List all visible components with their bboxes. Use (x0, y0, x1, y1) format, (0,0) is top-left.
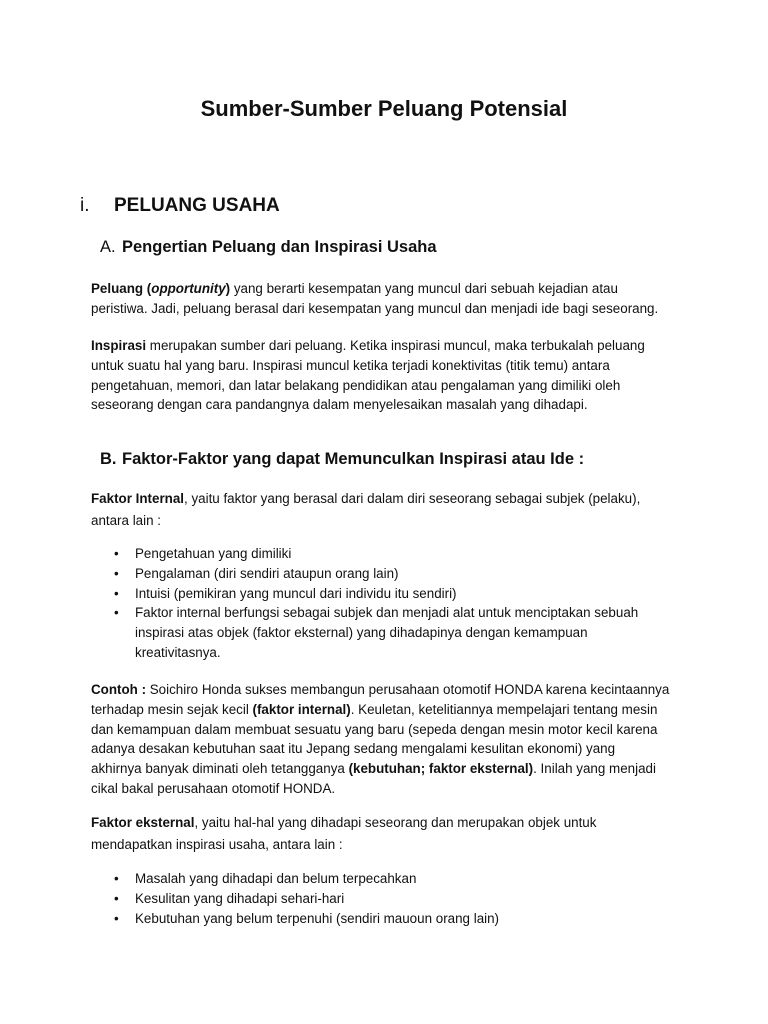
bullet-icon: • (114, 565, 119, 581)
subheading-a-title: Pengertian Peluang dan Inspirasi Usaha (122, 238, 437, 256)
term-contoh: Contoh : (91, 682, 147, 697)
term-opportunity: opportunity (151, 281, 226, 296)
term-faktor-internal-note: (faktor internal) (252, 701, 351, 717)
list-item-text: Kesulitan yang dihadapi sehari-hari (135, 890, 345, 906)
paragraph-text: , yaitu hal-hal yang dihadapi seseorang dan merupakan objek untuk (194, 815, 597, 830)
internal-factors-list (0, 544, 638, 663)
term-faktor-eksternal: Faktor eksternal (91, 815, 195, 830)
subheading-b (100, 450, 584, 469)
list-item (0, 564, 638, 584)
term-faktor-internal: Faktor Internal (91, 491, 185, 506)
bullet-icon: • (114, 605, 119, 621)
list-item (0, 909, 499, 929)
paragraph-text: yang berarti kesempatan yang muncul dari sebuah kejadian atau (230, 281, 618, 296)
bullet-icon: • (114, 585, 119, 601)
paragraph-peluang (91, 279, 691, 319)
paragraph-inspirasi (91, 336, 691, 415)
section-number: i. (80, 195, 90, 216)
bullet-icon: • (114, 871, 119, 886)
paragraph-text: , yaitu faktor yang berasal dari dalam diri seseorang sebagai subjek (pelaku), (184, 491, 641, 506)
paragraph-text: pengetahuan, memori, dan latar belakang pendidikan atau pengalaman yang dimiliki oleh (91, 377, 621, 393)
paragraph-text: dan kemampuan dalam membuat sesuatu yang baru (sepeda dengan mesin motor kecil karena (91, 721, 658, 737)
list-item (0, 603, 638, 662)
list-item-text: Pengetahuan yang dimiliki (135, 546, 292, 561)
list-item-text: inspirasi atas objek (faktor eksternal) yang dihadapinya dengan kemampuan (135, 625, 588, 641)
section-title: PELUANG USAHA (114, 195, 280, 216)
list-item-text: Masalah yang dihadapi dan belum terpecahkan (135, 871, 417, 886)
section-heading (80, 195, 280, 217)
paragraph-faktor-eksternal (91, 812, 691, 856)
term-inspirasi: Inspirasi (91, 338, 147, 353)
paragraph-text: seseorang dengan cara pandangnya dalam menyelesaikan masalah yang dihadapi. (91, 397, 588, 413)
paragraph-text: merupakan sumber dari peluang. Ketika inspirasi muncul, maka terbukalah peluang (146, 338, 645, 353)
paragraph-text: adanya desakan kebutuhan saat itu Jepang sedang mengalami kesulitan ekonomi) yang (91, 741, 616, 757)
list-item (0, 889, 499, 909)
list-item-text: Faktor internal berfungsi sebagai subjek dan menjadi alat untuk menciptakan sebuah (135, 605, 639, 621)
term-close-paren: ) (225, 281, 231, 296)
paragraph-contoh (91, 680, 691, 799)
list-item (0, 869, 499, 889)
list-item-text: Pengalaman (diri sendiri ataupun orang lain) (135, 565, 399, 581)
page-title: Sumber-Sumber Peluang Potensial (200, 96, 568, 121)
bullet-icon: • (114, 910, 119, 926)
list-item-text: kreativitasnya. (135, 644, 221, 660)
paragraph-text: cikal bakal perusahaan otomotif HONDA. (91, 780, 336, 796)
term-kebutuhan-note: (kebutuhan; faktor eksternal) (348, 761, 534, 777)
paragraph-text: terhadap mesin sejak kecil (91, 701, 253, 717)
paragraph-text: untuk suatu hal yang baru. Inspirasi muncul ketika terjadi konektivitas (titik temu) antara (91, 357, 610, 373)
list-item (0, 544, 638, 564)
term-peluang: Peluang ( (91, 281, 152, 296)
list-item (0, 584, 638, 604)
subheading-b-letter: B. (100, 450, 117, 468)
paragraph-text: akhirnya banyak diminati oleh tetangganya (91, 761, 349, 777)
paragraph-text: mendapatkan inspirasi usaha, antara lain : (91, 837, 343, 852)
subheading-b-title: Faktor-Faktor yang dapat Memunculkan Inspirasi atau Ide : (122, 450, 585, 468)
subheading-a-letter: A. (100, 238, 116, 256)
paragraph-text: antara lain : (91, 513, 161, 528)
subheading-a (100, 238, 437, 257)
list-item-text: Kebutuhan yang belum terpenuhi (sendiri mauoun orang lain) (135, 910, 500, 926)
external-factors-list (0, 869, 499, 928)
bullet-icon: • (114, 546, 119, 561)
paragraph-text: . Keuletan, ketelitiannya mempelajari tentang mesin (350, 701, 658, 717)
paragraph-faktor-internal (91, 488, 691, 532)
bullet-icon: • (114, 890, 119, 906)
paragraph-text: . Inilah yang menjadi (533, 761, 656, 777)
paragraph-text: Soichiro Honda sukses membangun perusahaan otomotif HONDA karena kecintaannya (146, 682, 670, 697)
paragraph-text: peristiwa. Jadi, peluang berasal dari kesempatan yang muncul dan menjadi ide bagi seseorang. (91, 300, 659, 316)
list-item-text: Intuisi (pemikiran yang muncul dari individu itu sendiri) (135, 585, 457, 601)
